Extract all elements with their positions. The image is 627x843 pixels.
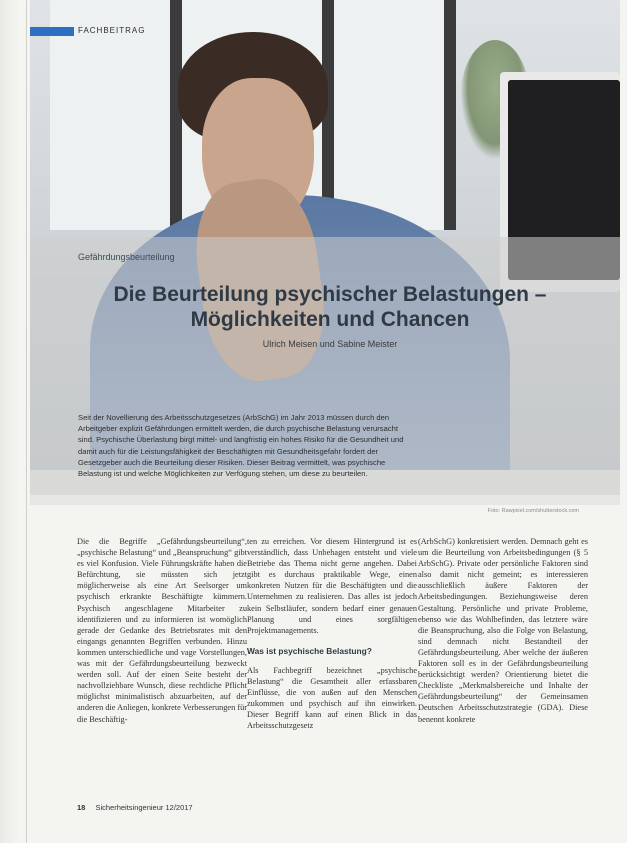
- article-kicker: Gefährdungsbeurteilung: [78, 252, 175, 262]
- photo-credit: Foto: Rawpixel.com/shutterstock.com: [487, 508, 579, 514]
- body-paragraph: (ArbSchG) konkretisiert werden. Demnach geht es um die Beurteilung von Arbeitsbedingungen (§ 5 ArbSchG). Private oder persönliche Faktoren sind also damit nicht gemeint; es interessieren ausschließlich äußere Faktoren der Arbeitsbedingungen. Beziehungsweise deren Gestaltung. Persönliche und private Probleme, ebenso wie das Wohlbefinden, das letztere wäre die Beanspruchung, also die Folge von Belastung, sind demnach nicht Bestandteil der Gefährdungsbeurteilung. Aber welche der äußeren Faktoren soll es in der Gefährdungsbeurteilung berücksichtigt werden? Orientierung bietet die Checkliste „Merkmalsbereiche und Inhalte der Gefährdungsbeurteilung“ der Gemeinsamen Deutschen Arbeitsschutzstrategie (GDA). Diese benennt konkrete: [418, 537, 588, 724]
- body-paragraph: Als Fachbegriff bezeichnet „psychische Belastung“ die Gesamtheit aller erfassbaren Einflüsse, die von außen auf den Menschen zukommen und psychisch auf ihn einwirken. Dieser Begriff kann auf einen Blick in das Arbeitsschutzgesetz: [247, 665, 417, 731]
- window-frame: [444, 0, 456, 230]
- section-tag: FACHBEITRAG: [78, 26, 146, 35]
- window-pane: [334, 0, 444, 230]
- section-tag-bar: [30, 27, 74, 36]
- scan-edge: [0, 0, 22, 843]
- headline-line-2: Möglichkeiten und Chancen: [190, 308, 470, 331]
- body-paragraph: ten zu erreichen. Vor diesem Hintergrund ist es verständlich, dass Unbehagen entsteht und viele Betriebe das Thema nicht gerne angehen. Dabei gibt es durchaus praktikable Wege, einen konkreten Nutzen für die Beschäftigten und die Unternehmen zu realisieren. Das alles ist jedoch kein Selbstläufer, sondern bedarf einer genauen Planung und eines sorgfältigen Projektmanagements.: [247, 537, 417, 635]
- page-number: 18: [77, 803, 86, 812]
- magazine-issue: Sicherheitsingenieur 12/2017: [95, 803, 193, 812]
- headline-line-1: Die Beurteilung psychischer Belastungen –: [113, 283, 547, 306]
- page-footer: [77, 803, 193, 812]
- body-column-1: [77, 536, 247, 725]
- body-column-3: [418, 536, 588, 725]
- page-margin-rule: [26, 0, 27, 843]
- subheading: Was ist psychische Belastung?: [247, 645, 372, 656]
- article-byline: Ulrich Meisen und Sabine Meister: [262, 339, 398, 349]
- body-column-2: [247, 536, 417, 732]
- article-lead: Seit der Novellierung des Arbeitsschutzgesetzes (ArbSchG) im Jahr 2013 müssen durch den Arbeitgeber explizit Gefährdungen ermittelt werden, die durch psychische Belastung verursacht sind. Psychische Überlastung birgt mittel- und langfristig ein hohes Risiko für die Gesundheit und damit auch für die Leistungsfähigkeit der Beschäftigten mit Gesundheitsgefahr fordert der Gesetzgeber auch die Beurteilung dieser Risiken. Dieser Beitrag vermittelt, was psychische Belastung ist und welche Möglichkeiten zur Verfügung stehen, um diese zu beurteilen.: [78, 413, 404, 479]
- article-headline: [60, 282, 600, 332]
- body-paragraph: Die die Begriffe „Gefährdungsbeurteilung“, „psychische Belastung“ und „Beanspruchung“ gibt es viel Konfusion. Viele Führungskräfte haben die Befürchtung, sie müssten sich jetzt möglicherweise als eine Art Seelsorger um psychisch erkrankte Beschäftigte kümmern. Psychisch angeschlagene Mitarbeiter zu identifizieren und zu informieren ist womöglich gerade der Gedanke des Betriebsrates mit den eingangs genannten Begriffen verbunden. Hinzu kommen unterschiedliche und vage Vorstellungen, was mit der Gefährdungsbeurteilung bezweckt werden soll. Auf der einen Seite besteht der nachvollziehbare Wunsch, diese rechtliche Pflicht möglichst minimalistisch abzuarbeiten, auf der anderen die Anliegen, konkrete Verbesserungen für die Beschäftig-: [77, 537, 247, 724]
